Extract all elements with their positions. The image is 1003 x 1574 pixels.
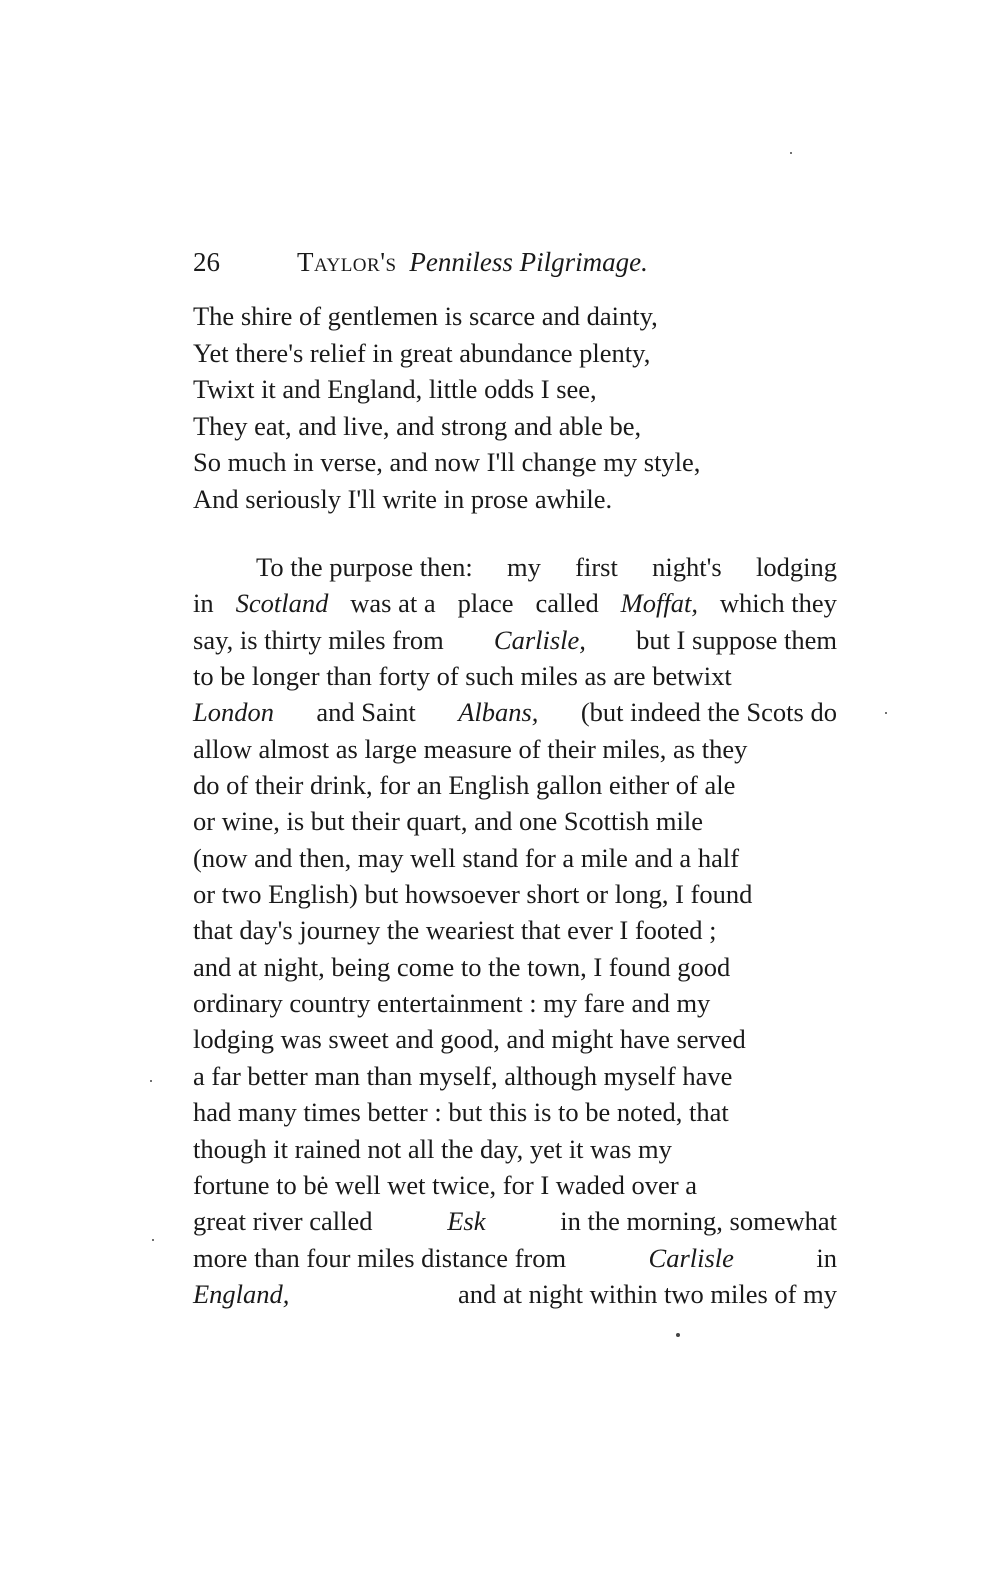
prose-line bbox=[193, 876, 837, 912]
verse-line: Yet there's relief in great abundance plenty, bbox=[193, 337, 651, 368]
text-segment: great river called bbox=[193, 1206, 373, 1237]
text-segment: say, is thirty miles from bbox=[193, 624, 444, 655]
place-name: Carlisle bbox=[648, 1242, 734, 1273]
prose-line bbox=[193, 622, 837, 658]
scan-speck bbox=[790, 152, 792, 154]
prose-line bbox=[193, 1203, 837, 1239]
text-segment: in bbox=[193, 588, 214, 619]
prose-line bbox=[193, 658, 837, 694]
prose-line bbox=[193, 840, 837, 876]
text-segment: and Saint bbox=[316, 697, 416, 728]
prose-line bbox=[193, 1094, 837, 1130]
running-title bbox=[297, 240, 648, 284]
verse-line: And seriously I'll write in prose awhile. bbox=[193, 483, 613, 514]
text-segment: had many times better : but this is to be noted, that bbox=[193, 1097, 729, 1128]
text-segment: though it rained not all the day, yet it was my bbox=[193, 1133, 672, 1164]
verse-line: The shire of gentlemen is scarce and dainty, bbox=[193, 301, 658, 331]
prose-line bbox=[193, 767, 837, 803]
place-name: Moffat, bbox=[620, 588, 698, 619]
prose-line bbox=[193, 1276, 837, 1312]
scan-speck bbox=[885, 712, 887, 714]
text-segment: my bbox=[507, 552, 541, 582]
text-segment: in bbox=[816, 1242, 837, 1273]
place-name: Albans, bbox=[458, 697, 539, 728]
verse-line: They eat, and live, and strong and able be, bbox=[193, 410, 642, 441]
place-name: Carlisle, bbox=[493, 624, 586, 655]
prose-line bbox=[193, 949, 837, 985]
text-segment: lodging was sweet and good, and might have served bbox=[193, 1024, 746, 1055]
text-segment: (but indeed the Scots do bbox=[580, 697, 837, 728]
text-segment: to be longer than forty of such miles as are betwixt bbox=[193, 661, 732, 692]
scan-speck bbox=[152, 1239, 154, 1241]
text-segment: a far better man than myself, although myself have bbox=[193, 1060, 733, 1091]
verse-stanza bbox=[193, 298, 843, 517]
text-segment: but I suppose them bbox=[636, 624, 837, 655]
text-segment: that day's journey the weariest that ever I footed ; bbox=[193, 915, 717, 946]
text-segment: was at a bbox=[350, 588, 436, 619]
place-name: England, bbox=[193, 1278, 290, 1309]
prose-line bbox=[193, 1058, 837, 1094]
prose-line bbox=[193, 1131, 837, 1167]
scan-speck bbox=[150, 1080, 152, 1082]
running-title-book: Penniless Pilgrimage. bbox=[409, 247, 648, 277]
prose-line bbox=[193, 1021, 837, 1057]
text-segment: To the purpose then: bbox=[256, 552, 473, 582]
prose-line bbox=[193, 1240, 837, 1276]
verse-line: Twixt it and England, little odds I see, bbox=[193, 374, 597, 404]
text-segment: allow almost as large measure of their miles, as they bbox=[193, 733, 748, 764]
place-name: Scotland bbox=[235, 588, 329, 619]
text-segment: and at night within two miles of my bbox=[457, 1278, 837, 1309]
text-segment: do of their drink, for an English gallon either of ale bbox=[193, 770, 736, 801]
text-segment: called bbox=[535, 588, 599, 619]
text-segment: first bbox=[575, 552, 618, 582]
place-name: Esk bbox=[447, 1206, 486, 1237]
running-title-author: Taylor's bbox=[297, 247, 397, 277]
text-segment: or wine, is but their quart, and one Scottish mile bbox=[193, 806, 704, 837]
prose-paragraph bbox=[193, 549, 837, 1312]
prose-line bbox=[193, 985, 837, 1021]
text-segment: place bbox=[457, 588, 514, 619]
text-segment: ordinary country entertainment : my fare and my bbox=[193, 988, 711, 1019]
verse-line: So much in verse, and now I'll change my style, bbox=[193, 447, 701, 477]
prose-line bbox=[193, 803, 837, 839]
text-segment: more than four miles distance from bbox=[193, 1242, 567, 1273]
text-segment: lodging bbox=[755, 552, 837, 582]
prose-line bbox=[193, 912, 837, 948]
text-segment: and at night, being come to the town, I found good bbox=[193, 951, 731, 982]
text-segment: night's bbox=[652, 552, 722, 582]
prose-line bbox=[193, 1167, 837, 1203]
prose-line bbox=[193, 731, 837, 767]
prose-line bbox=[193, 585, 837, 621]
text-segment: or two English) but howsoever short or long, I found bbox=[193, 879, 753, 910]
scan-speck bbox=[676, 1333, 680, 1337]
text-segment: which they bbox=[719, 588, 837, 619]
running-head bbox=[193, 240, 843, 284]
text-segment: fortune to bė well wet twice, for I waded over a bbox=[193, 1169, 698, 1200]
text-segment: (now and then, may well stand for a mile and a half bbox=[193, 842, 740, 873]
text-segment: in the morning, somewhat bbox=[560, 1206, 837, 1237]
page-number: 26 bbox=[193, 247, 220, 277]
prose-line bbox=[193, 549, 837, 585]
place-name: London bbox=[193, 697, 274, 728]
prose-line bbox=[193, 694, 837, 730]
